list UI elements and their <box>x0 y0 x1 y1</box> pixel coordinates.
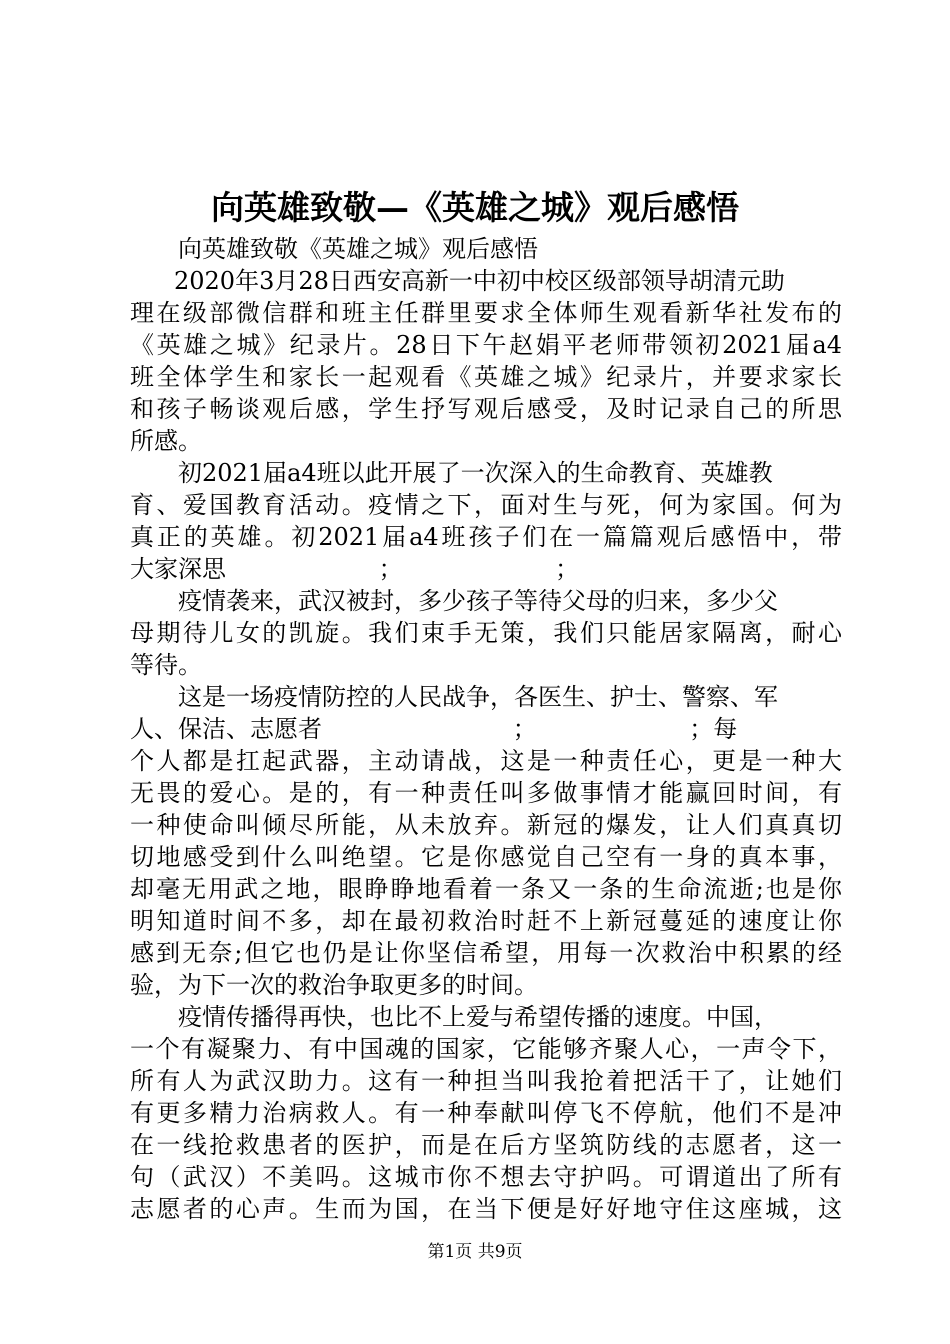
paragraph-line: 感到无奈;但它也仍是让你坚信希望，用每一次救治中积累的经 <box>130 939 842 967</box>
paragraph-line: 志愿者的心声。生而为国，在当下便是好好地守住这座城，这 <box>130 1195 842 1223</box>
paragraph-line: 有更多精力治病救人。有一种奉献叫停飞不停航，他们不是冲 <box>130 1099 842 1127</box>
paragraph-line: 和孩子畅谈观后感，学生抒写观后感受，及时记录自己的所思 <box>130 395 842 423</box>
paragraph-line: 初2021届a4班以此开展了一次深入的生命教育、英雄教 <box>178 459 773 487</box>
document-body <box>130 233 842 1225</box>
paragraph-line: 所感。 <box>130 427 202 455</box>
paragraph-line: 这是一场疫情防控的人民战争，各医生、护士、警察、军 <box>178 683 778 711</box>
paragraph-line: 真正的英雄。初2021届a4班孩子们在一篇篇观后感悟中，带 <box>130 523 842 551</box>
paragraph-line: 却毫无用武之地，眼睁睁地看着一条又一条的生命流逝;也是你 <box>130 875 842 903</box>
paragraph-line: 一种使命叫倾尽所能，从未放弃。新冠的爆发，让人们真真切 <box>130 811 842 839</box>
paragraph-line: 无畏的爱心。是的，有一种责任叫多做事情才能赢回时间，有 <box>130 779 842 807</box>
paragraph-line: 等待。 <box>130 651 202 679</box>
subtitle-line: 向英雄致敬《英雄之城》观后感悟 <box>178 235 538 263</box>
document-title: 向英雄致敬—《英雄之城》观后感悟 <box>211 188 739 227</box>
paragraph-line: 句（武汉）不美吗。这城市你不想去守护吗。可谓道出了所有 <box>130 1163 842 1191</box>
paragraph-line: 大家深思 ； ； <box>130 555 580 583</box>
paragraph-line: 所有人为武汉助力。这有一种担当叫我抢着把活干了，让她们 <box>130 1067 842 1095</box>
paragraph-line: 母期待儿女的凯旋。我们束手无策，我们只能居家隔离，耐心 <box>130 619 842 647</box>
paragraph-line: 《英雄之城》纪录片。28日下午赵娟平老师带领初2021届a4 <box>130 331 842 359</box>
paragraph-line: 疫情袭来，武汉被封，多少孩子等待父母的归来，多少父 <box>178 587 778 615</box>
paragraph-line: 人、保洁、志愿者 ； ；每 <box>130 715 738 743</box>
paragraph-line: 一个有凝聚力、有中国魂的国家，它能够齐聚人心，一声令下， <box>130 1035 842 1063</box>
paragraph-line: 验，为下一次的救治争取更多的时间。 <box>130 971 538 999</box>
paragraph-line: 明知道时间不多，却在最初救治时赶不上新冠蔓延的速度让你 <box>130 907 842 935</box>
paragraph-line: 疫情传播得再快，也比不上爱与希望传播的速度。中国， <box>178 1003 778 1031</box>
paragraph-line: 个人都是扛起武器，主动请战，这是一种责任心，更是一种大 <box>130 747 842 775</box>
paragraph-line: 在一线抢救患者的医护，而是在后方坚筑防线的志愿者，这一 <box>130 1131 842 1159</box>
page-number-footer: 第1页 共9页 <box>427 1242 523 1262</box>
paragraph-line: 2020年3月28日西安高新一中初中校区级部领导胡清元助 <box>174 267 785 295</box>
paragraph-line: 育、爱国教育活动。疫情之下，面对生与死，何为家国。何为 <box>130 491 842 519</box>
paragraph-line: 班全体学生和家长一起观看《英雄之城》纪录片，并要求家长 <box>130 363 842 391</box>
paragraph-line: 理在级部微信群和班主任群里要求全体师生观看新华社发布的 <box>130 299 842 327</box>
paragraph-line: 切地感受到什么叫绝望。它是你感觉自己空有一身的真本事， <box>130 843 842 871</box>
